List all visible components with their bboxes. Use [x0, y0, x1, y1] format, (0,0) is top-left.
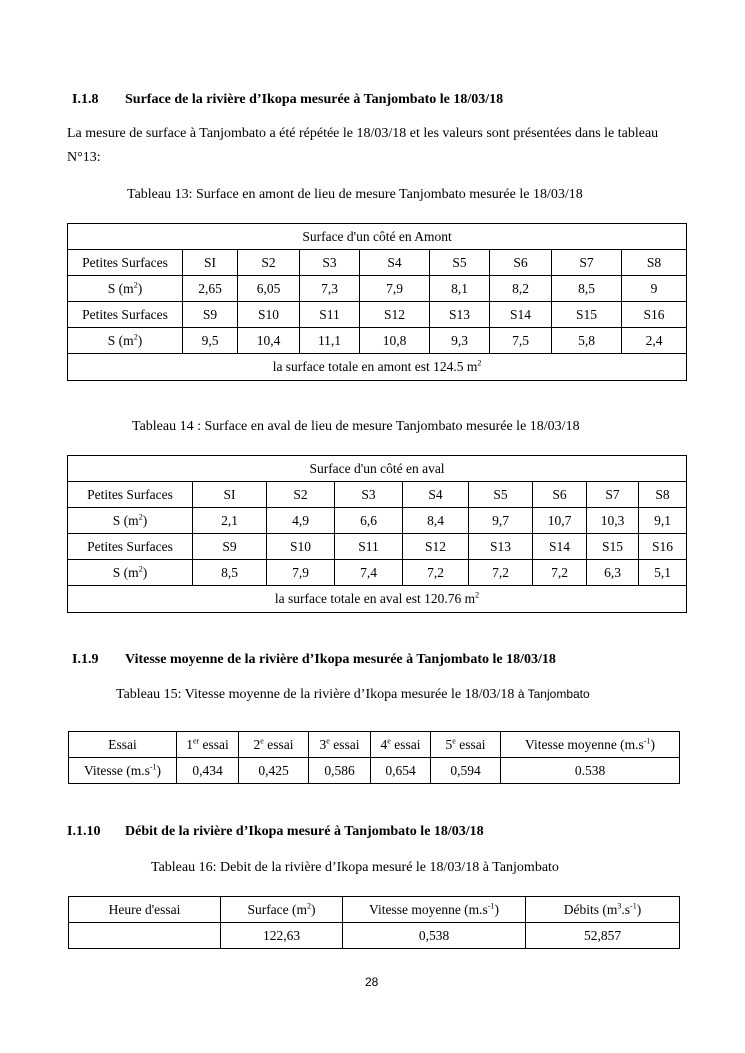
col-essai-4: 4e essai: [371, 732, 431, 758]
table-cell: 7,2: [469, 560, 533, 586]
table-cell: 9,1: [639, 508, 687, 534]
table-cell: S12: [360, 302, 430, 328]
table-cell: S3: [300, 250, 360, 276]
table-cell: S14: [533, 534, 587, 560]
table-cell: 6,3: [587, 560, 639, 586]
table-cell: S16: [622, 302, 687, 328]
table-cell: S15: [552, 302, 622, 328]
table-cell: 7,4: [335, 560, 403, 586]
table16-caption: Tableau 16: Debit de la rivière d’Ikopa mesuré le 18/03/18 à Tanjombato: [151, 860, 559, 875]
section-title: Surface de la rivière d’Ikopa mesurée à Tanjombato le 18/03/18: [125, 92, 504, 107]
table14-caption: Tableau 14 : Surface en aval de lieu de mesure Tanjombato mesurée le 18/03/18: [132, 419, 580, 434]
table-row: [69, 923, 680, 949]
table-row: [68, 508, 687, 534]
table-cell: 7,2: [403, 560, 469, 586]
col-heure: Heure d'essai: [69, 897, 221, 923]
table-row: [68, 302, 687, 328]
table-cell: 0,594: [431, 758, 501, 784]
table-cell: S6: [533, 482, 587, 508]
table-cell: S12: [403, 534, 469, 560]
table-cell: 2,4: [622, 328, 687, 354]
table16: [68, 896, 680, 949]
table14-header: Surface d'un côté en aval: [68, 456, 687, 482]
col-essai-5: 5e essai: [431, 732, 501, 758]
row-label: S $(m^2)$: [68, 328, 183, 354]
table-cell: 8,1: [430, 276, 490, 302]
table-cell: 10,3: [587, 508, 639, 534]
table15: [68, 731, 680, 784]
table-cell: S11: [300, 302, 360, 328]
table-cell: 0,425: [239, 758, 309, 784]
table-cell: 9,7: [469, 508, 533, 534]
table-cell: 9: [622, 276, 687, 302]
table-cell: 2,1: [193, 508, 267, 534]
table-cell: S8: [622, 250, 687, 276]
table-cell: 0,654: [371, 758, 431, 784]
table13: [67, 223, 687, 381]
table-cell: 11,1: [300, 328, 360, 354]
section-number: I.1.8: [72, 92, 99, 107]
table-cell: S4: [360, 250, 430, 276]
section-title: Débit de la rivière d’Ikopa mesuré à Tanjombato le 18/03/18: [125, 824, 484, 839]
table-cell: S11: [335, 534, 403, 560]
table-cell: 9,5: [183, 328, 238, 354]
page-number: 28: [365, 975, 379, 989]
table-cell: S9: [183, 302, 238, 328]
col-debit: Débits $(m^3.s^{-1})$: [526, 897, 680, 923]
table-row: [68, 250, 687, 276]
col-essai-1: 1er essai: [177, 732, 239, 758]
table-header-row: [69, 897, 680, 923]
table-row: [68, 534, 687, 560]
table-cell: 8,4: [403, 508, 469, 534]
section-number: I.1.10: [67, 824, 101, 839]
table-cell: S7: [587, 482, 639, 508]
table-cell: 7,3: [300, 276, 360, 302]
table-cell: 52,857: [526, 923, 680, 949]
col-essai: Essai: [69, 732, 177, 758]
table-cell: S7: [552, 250, 622, 276]
table-cell: 0,586: [309, 758, 371, 784]
table-cell: 6,6: [335, 508, 403, 534]
table-cell: 2,65: [183, 276, 238, 302]
table-row: [69, 758, 680, 784]
table-cell: [69, 923, 221, 949]
row-label: S $(m^2)$: [68, 276, 183, 302]
table-cell: S15: [587, 534, 639, 560]
table-cell: 5,1: [639, 560, 687, 586]
row-label: Petites Surfaces: [68, 302, 183, 328]
table-cell: 10,8: [360, 328, 430, 354]
section-number: I.1.9: [72, 652, 99, 667]
table-cell: S6: [490, 250, 552, 276]
table-cell: 7,2: [533, 560, 587, 586]
table13-total: la surface totale en amont est 124.5 $m^2$: [68, 354, 687, 381]
table-row: [68, 560, 687, 586]
col-essai-3: 3e essai: [309, 732, 371, 758]
col-vitesse: Vitesse moyenne $(m.s^{-1})$: [343, 897, 526, 923]
table-cell: 8,2: [490, 276, 552, 302]
table-cell: 122,63: [221, 923, 343, 949]
table-header-row: [69, 732, 680, 758]
table-cell: 4,9: [267, 508, 335, 534]
table-cell: 6,05: [238, 276, 300, 302]
table-cell: 8,5: [552, 276, 622, 302]
table-row: [68, 482, 687, 508]
table-cell: 10,7: [533, 508, 587, 534]
section-heading-1-1-8: [72, 92, 503, 108]
table-cell: SI: [183, 250, 238, 276]
table-cell: S14: [490, 302, 552, 328]
row-label: S $(m^2)$: [68, 508, 193, 534]
table-cell: S2: [238, 250, 300, 276]
section-heading-1-1-10: [67, 824, 484, 840]
table-cell: 7,9: [267, 560, 335, 586]
table-cell: S5: [469, 482, 533, 508]
table-row: [68, 328, 687, 354]
table-cell: SI: [193, 482, 267, 508]
intro-paragraph: La mesure de surface à Tanjombato a été répétée le 18/03/18 et les valeurs sont présentées dans le tableau N°13:: [67, 126, 659, 165]
table14-total: la surface totale en aval est 120.76 $m^2$: [68, 586, 687, 613]
table13-caption: Tableau 13: Surface en amont de lieu de mesure Tanjombato mesurée le 18/03/18: [127, 187, 583, 202]
table-cell: S13: [430, 302, 490, 328]
table-cell: 0,538: [343, 923, 526, 949]
table-cell-mean: 0.538: [501, 758, 680, 784]
table-cell: 7,5: [490, 328, 552, 354]
table15-caption-tail: à Tanjombato: [517, 687, 590, 701]
table-cell: S5: [430, 250, 490, 276]
row-label: Petites Surfaces: [68, 250, 183, 276]
table-cell: 8,5: [193, 560, 267, 586]
table-cell: 9,3: [430, 328, 490, 354]
col-vitesse-moyenne: Vitesse moyenne $(m.s^{-1})$: [501, 732, 680, 758]
col-essai-2: 2e essai: [239, 732, 309, 758]
table-cell: S9: [193, 534, 267, 560]
table15-caption: Tableau 15: Vitesse moyenne de la rivière d’Ikopa mesurée le 18/03/18 à Tanjombato: [116, 687, 590, 702]
section-heading-1-1-9: [72, 652, 556, 668]
row-label: S $(m^2)$: [68, 560, 193, 586]
col-surface: Surface $(m^2)$: [221, 897, 343, 923]
table-cell: S10: [238, 302, 300, 328]
table14: [67, 455, 687, 613]
table-cell: S10: [267, 534, 335, 560]
table-cell: 5,8: [552, 328, 622, 354]
row-label: Vitesse $(m.s^{-1})$: [69, 758, 177, 784]
table-cell: 0,434: [177, 758, 239, 784]
table-cell: S3: [335, 482, 403, 508]
table-cell: S13: [469, 534, 533, 560]
section-title: Vitesse moyenne de la rivière d’Ikopa mesurée à Tanjombato le 18/03/18: [125, 652, 556, 667]
table-cell: S8: [639, 482, 687, 508]
table13-header: Surface d'un côté en Amont: [68, 224, 687, 250]
table-row: [68, 276, 687, 302]
row-label: Petites Surfaces: [68, 482, 193, 508]
table-cell: 10,4: [238, 328, 300, 354]
table-cell: 7,9: [360, 276, 430, 302]
table-cell: S2: [267, 482, 335, 508]
table-cell: S4: [403, 482, 469, 508]
row-label: Petites Surfaces: [68, 534, 193, 560]
table-cell: S16: [639, 534, 687, 560]
